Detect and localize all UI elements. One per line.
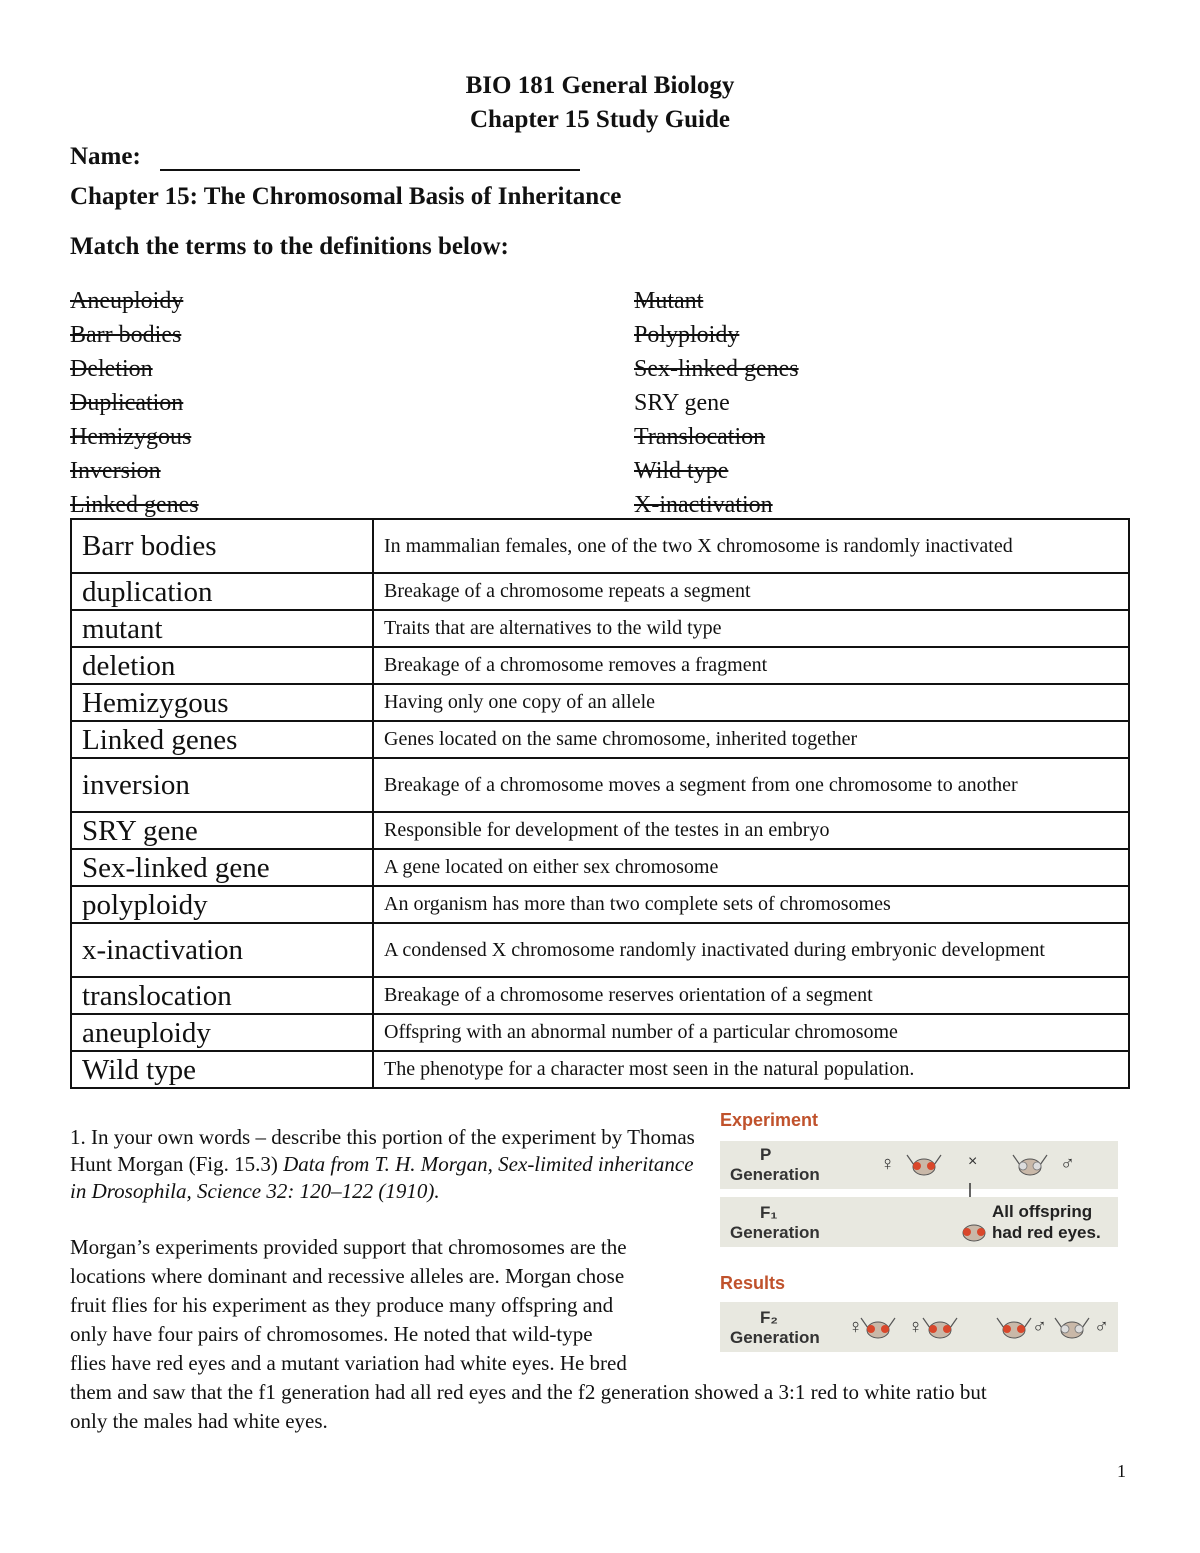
answer-line: fruit flies for his experiment as they produce many offspring and	[70, 1293, 614, 1317]
results-heading: Results	[720, 1273, 786, 1293]
white-eyed-male-fly-icon	[1012, 1151, 1048, 1177]
match-term[interactable]: x-inactivation	[71, 923, 373, 977]
f2-red-eyed-male-fly-icon	[996, 1314, 1032, 1340]
question-1-prompt: 1. In your own words – describe this portion of the experiment by Thomas Hunt Morgan (Fig. 15.3)	[70, 1125, 695, 1176]
match-definition: Offspring with an abnormal number of a particular chromosome	[373, 1014, 1129, 1051]
word-bank-term-right-3: SRY gene	[634, 390, 730, 416]
answer-line: only the males had white eyes.	[70, 1409, 328, 1433]
match-definition: Genes located on the same chromosome, inherited together	[373, 721, 1129, 758]
f2-white-eyed-male-fly-icon	[1054, 1314, 1090, 1340]
match-definition: A condensed X chromosome randomly inactivated during embryonic development	[373, 923, 1129, 977]
offspring-line1: All offspring	[992, 1202, 1093, 1221]
male-symbol: ♂	[1060, 1153, 1075, 1175]
match-term[interactable]: aneuploidy	[71, 1014, 373, 1051]
word-bank-term-left-0: Aneuploidy	[70, 288, 184, 314]
match-definition: Having only one copy of an allele	[373, 684, 1129, 721]
match-term[interactable]: deletion	[71, 647, 373, 684]
answer-line: locations where dominant and recessive alleles are. Morgan chose	[70, 1264, 625, 1288]
match-term[interactable]: duplication	[71, 573, 373, 610]
f1-gen-line2: Generation	[730, 1223, 820, 1242]
word-bank-term-left-2: Deletion	[70, 356, 153, 382]
match-row	[71, 923, 1129, 977]
match-row	[71, 886, 1129, 923]
f1-generation-band	[720, 1197, 1118, 1247]
offspring-line2: had red eyes.	[992, 1223, 1101, 1242]
match-term[interactable]: Hemizygous	[71, 684, 373, 721]
offspring-note	[992, 1201, 1101, 1243]
p-generation-label	[730, 1145, 820, 1185]
match-definition: Traits that are alternatives to the wild type	[373, 610, 1129, 647]
word-bank-term-right-1: Polyploidy	[634, 322, 740, 348]
word-bank-left	[70, 284, 199, 522]
course-title: BIO 181 General Biology	[465, 72, 735, 99]
chapter-title: Chapter 15: The Chromosomal Basis of Inheritance	[70, 183, 622, 210]
red-eyed-female-fly-icon	[906, 1151, 942, 1177]
match-definition: In mammalian females, one of the two X chromosome is randomly inactivated	[373, 519, 1129, 573]
guide-title: Chapter 15 Study Guide	[469, 106, 730, 133]
match-definition: Responsible for development of the testes in an embryo	[373, 812, 1129, 849]
match-term[interactable]: Linked genes	[71, 721, 373, 758]
word-bank-term-left-6: Linked genes	[70, 492, 199, 518]
question-1	[70, 1124, 700, 1205]
word-bank-term-right-6: X-inactivation	[634, 492, 773, 518]
cross-symbol: ×	[968, 1153, 978, 1170]
match-definition: Breakage of a chromosome repeats a segment	[373, 573, 1129, 610]
f1-generation-label	[730, 1203, 820, 1243]
match-term[interactable]: Sex-linked gene	[71, 849, 373, 886]
word-bank-term-right-5: Wild type	[634, 458, 729, 484]
match-row	[71, 519, 1129, 573]
question-1-citation: Data from T. H. Morgan, Sex-limited inheritance in Drosophila, Science 32: 120–122 (1910).	[70, 1152, 694, 1203]
match-row	[71, 812, 1129, 849]
f2-red-eyed-female-fly-icon-2	[922, 1314, 958, 1340]
match-term[interactable]: Wild type	[71, 1051, 373, 1088]
match-definition: An organism has more than two complete sets of chromosomes	[373, 886, 1129, 923]
answer-line: flies have red eyes and a mutant variation had white eyes. He bred	[70, 1351, 627, 1375]
word-bank-right	[634, 284, 799, 522]
match-term[interactable]: polyploidy	[71, 886, 373, 923]
match-definition: Breakage of a chromosome moves a segment from one chromosome to another	[373, 758, 1129, 812]
match-term[interactable]: Barr bodies	[71, 519, 373, 573]
f2-generation-band	[720, 1302, 1118, 1352]
answer-line: Morgan’s experiments provided support that chromosomes are the	[70, 1235, 627, 1259]
page-number: 1	[1117, 1461, 1126, 1481]
match-term[interactable]: inversion	[71, 758, 373, 812]
match-term[interactable]: mutant	[71, 610, 373, 647]
f2-male-symbol-2: ♂	[1094, 1316, 1109, 1338]
f2-red-eyed-female-fly-icon-1	[860, 1314, 896, 1340]
match-definition: Breakage of a chromosome removes a fragment	[373, 647, 1129, 684]
f2-gen-line2: Generation	[730, 1328, 820, 1347]
answer-line: only have four pairs of chromosomes. He noted that wild-type	[70, 1322, 593, 1346]
match-row	[71, 721, 1129, 758]
match-row	[71, 977, 1129, 1014]
word-bank-term-right-0: Mutant	[634, 288, 704, 314]
experiment-heading: Experiment	[720, 1110, 819, 1130]
word-bank-term-left-5: Inversion	[70, 458, 161, 484]
word-bank-term-left-4: Hemizygous	[70, 424, 192, 450]
match-row	[71, 1051, 1129, 1088]
name-blank-line[interactable]	[160, 169, 580, 171]
match-row	[71, 1014, 1129, 1051]
match-row	[71, 647, 1129, 684]
f2-male-symbol-1: ♂	[1032, 1316, 1047, 1338]
match-definition: Breakage of a chromosome reserves orientation of a segment	[373, 977, 1129, 1014]
f2-gen-line1: F₂	[760, 1308, 778, 1327]
f1-gen-line1: F₁	[760, 1203, 778, 1222]
female-symbol: ♀	[880, 1153, 895, 1175]
match-definition: The phenotype for a character most seen in the natural population.	[373, 1051, 1129, 1088]
f2-generation-label	[730, 1308, 820, 1348]
name-label: Name:	[70, 143, 141, 170]
match-term[interactable]: translocation	[71, 977, 373, 1014]
matching-table	[70, 518, 1130, 1089]
instructions: Match the terms to the definitions below:	[70, 233, 509, 260]
f2-female-symbol-1: ♀	[848, 1316, 863, 1338]
answer-line: them and saw that the f1 generation had all red eyes and the f2 generation showed a 3:1 red to white ratio but	[70, 1380, 987, 1404]
word-bank-term-left-3: Duplication	[70, 390, 184, 416]
red-eyed-offspring-fly-icon	[956, 1217, 992, 1243]
match-definition: A gene located on either sex chromosome	[373, 849, 1129, 886]
word-bank-term-right-2: Sex-linked genes	[634, 356, 799, 382]
word-bank-term-right-4: Translocation	[634, 424, 766, 450]
p-generation-band	[720, 1141, 1118, 1189]
morgan-experiment-figure	[718, 1108, 1130, 1358]
f2-female-symbol-2: ♀	[908, 1316, 923, 1338]
word-bank-term-left-1: Barr bodies	[70, 322, 182, 348]
match-row	[71, 758, 1129, 812]
p-gen-line2: Generation	[730, 1165, 820, 1184]
p-gen-line1: P	[760, 1145, 772, 1164]
match-row	[71, 684, 1129, 721]
match-row	[71, 573, 1129, 610]
match-term[interactable]: SRY gene	[71, 812, 373, 849]
match-row	[71, 849, 1129, 886]
match-row	[71, 610, 1129, 647]
